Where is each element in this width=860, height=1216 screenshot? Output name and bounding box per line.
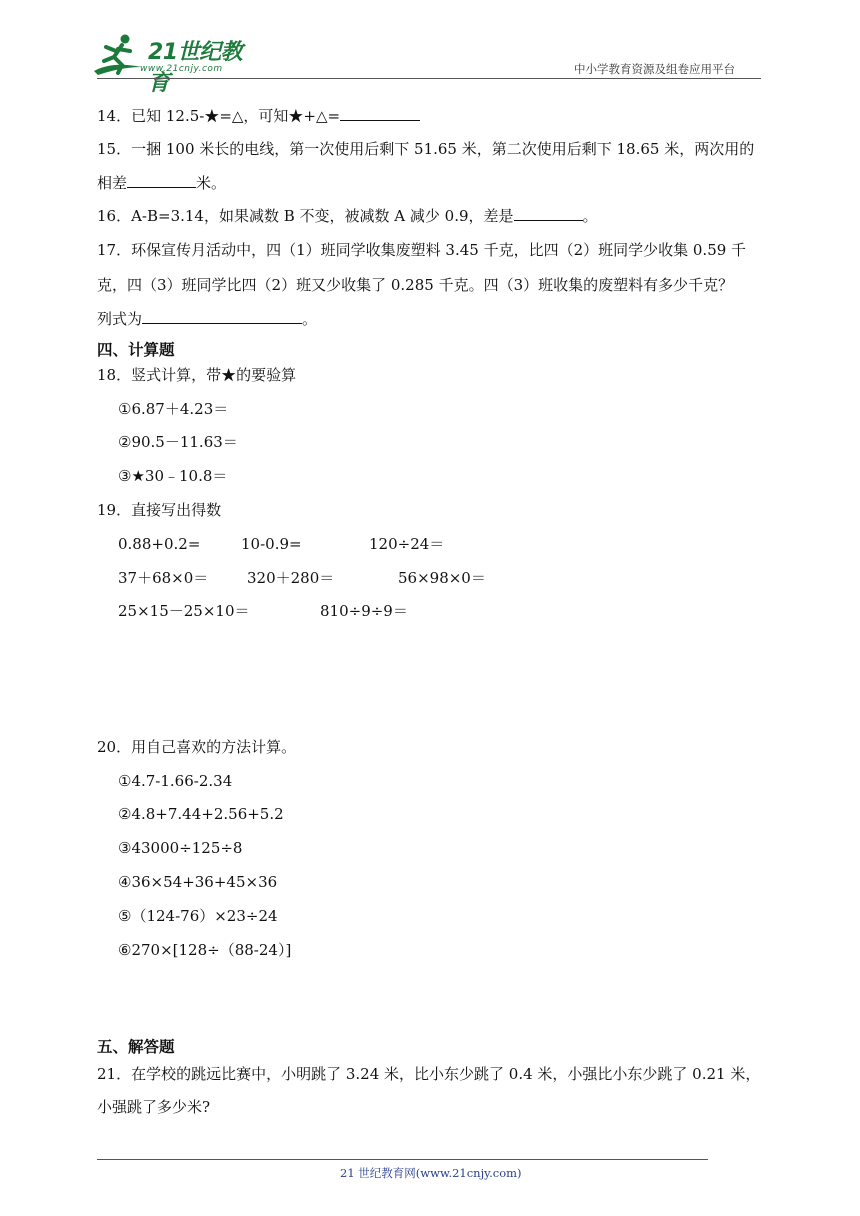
question-18-item-3: ③★30﹣10.8＝ (118, 467, 228, 485)
question-21-line-1: 21．在学校的跳远比赛中，小明跳了 3.24 米，比小东少跳了 0.4 米，小强比小东少跳了 0.21 米， (97, 1065, 761, 1083)
question-17-text-a: 列式为 (97, 310, 143, 328)
question-15-line-1: 15．一捆 100 米长的电线，第一次使用后剩下 51.65 米，第二次使用后剩下 18.65 米，两次用的 (97, 140, 755, 158)
question-20-item-2: ②4.8+7.44+2.56+5.2 (118, 805, 284, 823)
question-17-text-b: 。 (302, 310, 318, 328)
mental-math-item: 10-0.9= (241, 535, 302, 553)
question-17-line-3 (97, 309, 317, 329)
question-15-line-2 (97, 173, 226, 193)
mental-math-item: 120÷24＝ (369, 535, 445, 553)
logo-text: 21世纪教育 (148, 40, 243, 96)
mental-math-item: 37＋68×0＝ (118, 569, 209, 587)
question-16 (97, 206, 598, 226)
answer-blank[interactable] (340, 106, 420, 121)
question-14-text: 14．已知 12.5-★=△，可知★+△= (97, 107, 341, 125)
answer-blank[interactable] (127, 173, 196, 188)
answer-blank[interactable] (514, 206, 583, 221)
question-18-item-1: ①6.87＋4.23＝ (118, 400, 229, 418)
site-logo (92, 31, 262, 96)
mental-math-item: 25×15－25×10＝ (118, 602, 250, 620)
logo-url: www.21cnjy.com (140, 64, 223, 74)
question-20-item-5: ⑤（124-76）×23÷24 (118, 907, 278, 925)
question-19-title: 19．直接写出得数 (97, 501, 222, 519)
header-divider (97, 78, 761, 79)
platform-name: 中小学教育资源及组卷应用平台 (574, 62, 735, 76)
question-21-line-2: 小强跳了多少米? (97, 1098, 211, 1116)
question-17-line-2: 克，四（3）班同学比四（2）班又少收集了 0.285 千克。四（3）班收集的废塑料有多少千克？ (97, 276, 734, 294)
question-20-item-6: ⑥270×[128÷（88-24）] (118, 941, 292, 959)
question-15-text-a: 相差 (97, 174, 128, 192)
mental-math-item: 0.88+0.2= (118, 535, 201, 553)
question-16-text-a: 16．A-B=3.14，如果减数 B 不变，被减数 A 减少 0.9，差是 (97, 207, 514, 225)
question-15-text-b: 米。 (196, 174, 227, 192)
question-16-text-b: 。 (582, 207, 598, 225)
mental-math-item: 320＋280＝ (247, 569, 335, 587)
mental-math-item: 810÷9÷9＝ (320, 602, 408, 620)
question-20-item-1: ①4.7-1.66-2.34 (118, 772, 233, 790)
question-17-line-1: 17．环保宣传月活动中，四（1）班同学收集废塑料 3.45 千克，比四（2）班同学少收集 0.59 千 (97, 241, 747, 259)
section-title: 五、解答题 (97, 1038, 175, 1056)
footer-divider (97, 1159, 708, 1160)
question-18-title: 18．竖式计算，带★的要验算 (97, 366, 297, 384)
section-title: 四、计算题 (97, 341, 175, 359)
question-20-item-4: ④36×54+36+45×36 (118, 873, 278, 891)
footer-text: 21 世纪教育网(www.21cnjy.com) (340, 1166, 522, 1180)
question-20-item-3: ③43000÷125÷8 (118, 839, 243, 857)
question-14 (97, 106, 420, 126)
question-18-item-2: ②90.5－11.63＝ (118, 433, 238, 451)
mental-math-item: 56×98×0＝ (398, 569, 486, 587)
answer-blank[interactable] (142, 309, 302, 324)
question-20-title: 20．用自己喜欢的方法计算。 (97, 738, 297, 756)
